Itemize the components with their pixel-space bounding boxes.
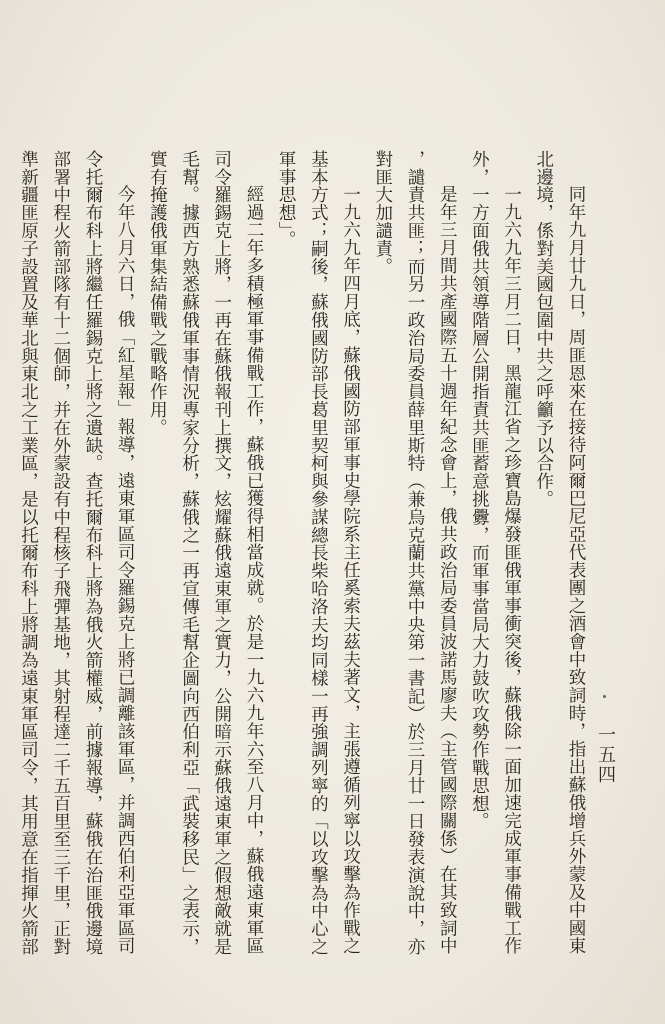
text-column: 經過二年多積極軍事備戰工作，蘇俄已獲得相當成就。於是一九六九年六至八月中，蘇俄遠東軍區 [243,185,264,955]
text-column: ，譴責共匪；而另一政治局委員薛里斯特（兼烏克蘭共黨中央第一書記）於三月廿一日發表演說中，亦 [404,150,425,956]
text-column: 一九六九年三月二日，黑龍江省之珍寶島爆發匪俄軍事衝突後，蘇俄除一面加速完成軍事備戰工作 [501,185,522,955]
text-column: 軍事思想」。 [276,150,297,249]
text-column: 基本方式；嗣後，蘇俄國防部長葛里契柯與參謀總長柴哈洛夫均同樣一再強調列寧的「以攻擊為中心之 [308,150,329,956]
page-number-text: 一五四 [595,725,616,785]
text-column: 毛幫。據西方熟悉蘇俄軍事情況專家分析，蘇俄之一再宣傳毛幫企圖向西伯利亞「武裝移民」之表示， [179,150,200,956]
text-column: 一九六九年四月底，蘇俄國防部軍事史學院系主任奚索夫茲夫著文，主張遵循列寧以攻擊為作戰之 [340,185,361,955]
text-column: 是年三月間共產國際五十週年紀念會上，俄共政治局委員波諾馬廖夫（主管國際關係）在其致詞中 [437,185,458,955]
text-column: 外，一方面俄共領導階層公開指責共匪蓄意挑釁，而軍事當局大力鼓吹攻勢作戰思想。 [469,150,490,831]
text-column: 準新疆匪原子設置及華北與東北之工業區，是以托爾布科上將調為遠東軍區司令，其用意在指揮火箭部 [18,150,39,956]
text-column: 今年八月六日，俄「紅星報」報導，遠東軍區司令羅錫克上將已調離該軍區，并調西伯利亞軍區司 [115,185,136,955]
text-column: 司令羅錫克上將，一再在蘇俄報刊上撰文，炫耀蘇俄遠東軍之實力，公開暗示蘇俄遠東軍之假想敵就是 [211,150,232,956]
text-column: 北邊境，係對美國包圍中共之呼籲予以合作。 [533,150,554,508]
text-column: 同年九月廿九日，周匪恩來在接待阿爾巴尼亞代表團之酒會中致詞時，指出蘇俄增兵外蒙及中國東 [566,185,586,955]
text-column: 對匪大加譴責。 [372,150,393,276]
text-column: 部署中程火箭部隊有十二個師，并在外蒙設有中程核子飛彈基地，其射程達二千五百里至三千里，正對 [50,150,71,956]
text-column: 實有掩護俄軍集結備戰之戰略作用。 [147,150,168,437]
text-column: 令托爾布科上將繼任羅錫克上將之遺缺。查托爾布科上將為俄火箭權威，前據報導，蘇俄在治匪俄邊境 [82,150,103,956]
vertical-text-body [18,150,592,998]
page-number-mark [603,695,606,698]
page-number [591,725,619,785]
